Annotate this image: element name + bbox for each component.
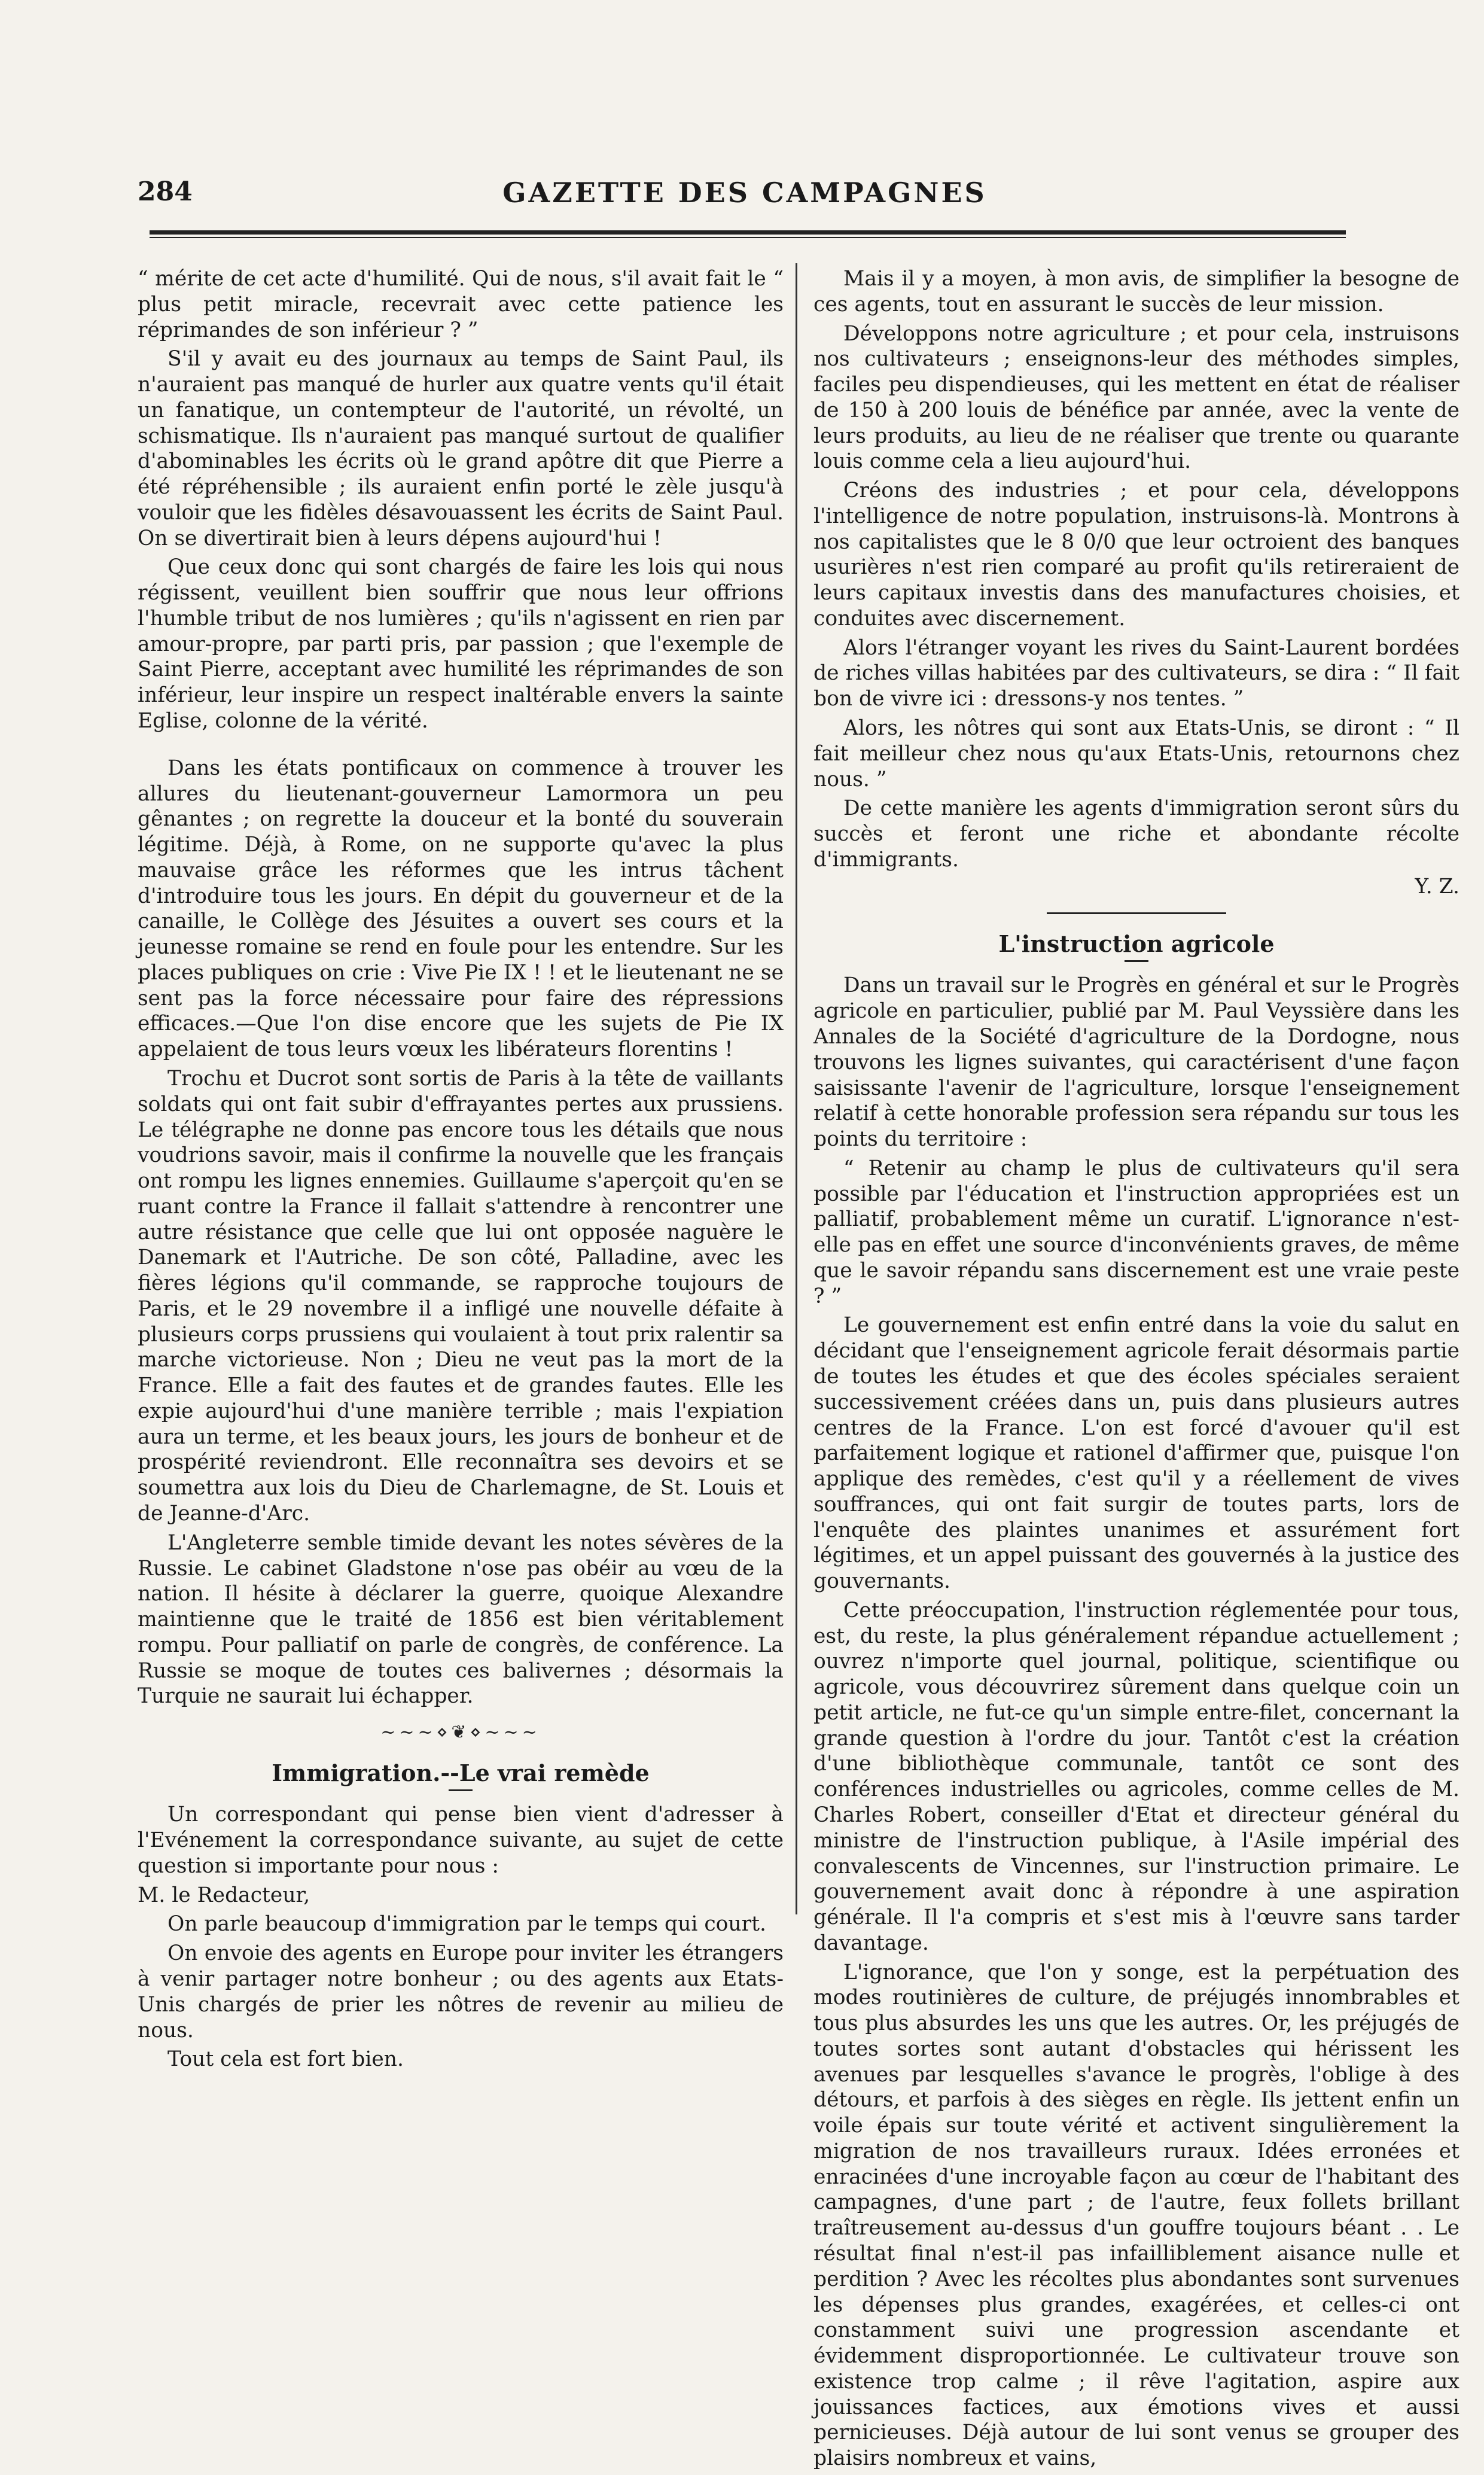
paragraph: L'ignorance, que l'on y songe, est la perpétuation des modes routinières de culture, de préjugés innombrables et tous plus absurdes les uns que les autres. Or, les préjugés de toutes sortes sont autant d'obstacles qui hérissent les avenues par lesquelles s'avance le progrès, l'oblige à des détours, et parfois à des sièges en règle. Ils jettent enfin un voile épais sur toute vérité et activent singulièrement la migration de nos travailleurs ruraux. Idées erronées et enracinées d'une incroyable façon au cœur de l'habitant des campagnes, d'une part ; de l'autre, feux follets brillant traîtreusement au-dessus d'un gouffre toujours béant . . Le résultat final n'est-il pas infailliblement aisance nulle et perdition ? Avec les récoltes plus abondantes sont survenues les dépenses plus grandes, exagérées, et celles-ci ont constamment suivi une progression ascendante et évidemment disproportionnée. Le cultivateur trouve son existence trop calme ; il rêve l'agitation, aspire aux jouissances factices, aux émotions vives et aussi pernicieuses. Déjà autour de lui sont venus se grouper des plaisirs nombreux et vains,: [813, 1960, 1459, 2471]
article-title: Immigration.--Le vrai remède: [272, 1759, 650, 1787]
title-dash: [1125, 960, 1148, 962]
signature: Y. Z.: [1415, 874, 1459, 899]
paragraph: Dans les états pontificaux on commence à trouver les allures du lieutenant-gouverneur Lamormora un peu gênantes ; on regrette la douceur et la bonté du souverain légitime. Déjà, à Rome, on ne supporte qu'avec la plus mauvaise grâce les réformes que les intrus tâchent d'introduire tous les jours. En dépit du gouverneur et de la canaille, le Collège des Jésuites a ouvert ses cours et la jeunesse romaine se rend en foule pour les entendre. Sur les places publiques on crie : Vive Pie IX ! ! et le lieutenant ne se sent pas la force nécessaire pour faire des répressions efficaces.—Que l'on dise encore que les sujets de Pie IX appelaient de tous leurs vœux les libérateurs florentins !: [138, 756, 784, 1062]
left-column: [138, 266, 784, 2076]
paragraph: On envoie des agents en Europe pour inviter les étrangers à venir partager notre bonheur ; ou des agents aux Etats-Unis chargés de prier les nôtres de revenir au milieu de nous.: [138, 1941, 784, 2042]
article-intro: Un correspondant qui pense bien vient d'adresser à l'Evénement la correspondance suivante, au sujet de cette question si importante pour nous :: [138, 1803, 784, 1878]
header-rule: [150, 230, 1346, 235]
paragraph: L'Angleterre semble timide devant les notes sévères de la Russie. Le cabinet Gladstone n'ose pas obéir au vœu de la nation. Il hésite à déclarer la guerre, quoique Alexandre maintienne que le traité de 1856 est bien véritablement rompu. Pour palliatif on parle de congrès, de conférence. La Russie se moque de toutes ces balivernes ; désormais la Turquie ne saurait lui échapper.: [138, 1530, 784, 1709]
paragraph: “ mérite de cet acte d'humilité. Qui de nous, s'il avait fait le “ plus petit miracle, recevrait avec cette patience les réprimandes de son inférieur ? ”: [138, 267, 784, 342]
column-divider: [796, 263, 797, 1914]
page-number: 284: [138, 176, 193, 207]
paragraph: Cette préoccupation, l'instruction réglementée pour tous, est, du reste, la plus généralement répandue actuellement ; ouvrez n'importe quel journal, politique, scientifique ou agricole, vous découvrirez sûrement dans quelque coin un petit article, ne fut-ce qu'un simple entre-filet, concernant la grande question à l'ordre du jour. Tantôt c'est la création d'une bibliothèque communale, tantôt ce sont des conférences industrielles ou agricoles, comme celles de M. Charles Robert, conseiller d'Etat et directeur général du ministre de l'instruction publique, à l'Asile impérial des convalescents de Vincennes, sur l'instruction primaire. Le gouvernement avait donc à répondre à une aspiration générale. Il l'a compris et s'est mis à l'œuvre sans tarder davantage.: [813, 1598, 1459, 1955]
paragraph: Mais il y a moyen, à mon avis, de simplifier la besogne de ces agents, tout en assurant le succès de leur mission.: [813, 267, 1459, 316]
paragraph: Alors l'étranger voyant les rives du Saint-Laurent bordées de riches villas habitées par des cultivateurs, se dira : “ Il fait bon de vivre ici : dressons-y nos tentes. ”: [813, 635, 1459, 711]
article-title: L'instruction agricole: [998, 930, 1275, 958]
page-header: [138, 176, 1352, 212]
paragraph: De cette manière les agents d'immigration seront sûrs du succès et feront une riche et abondante récolte d'immigrants.: [813, 796, 1459, 872]
title-dash: [449, 1789, 473, 1791]
ornament-divider: ~~~⋄❦⋄~~~: [380, 1722, 541, 1743]
newspaper-title: GAZETTE DES CAMPAGNES: [502, 176, 987, 209]
header-rule-thin: [150, 237, 1346, 238]
quotation: “ Retenir au champ le plus de cultivateurs qu'il sera possible par l'éducation et l'instruction appropriées est un palliatif, probablement même un curatif. L'ignorance n'est-elle pas en effet une source d'inconvénients graves, de même que le savoir répandu sans discernement est une vraie peste ? ”: [813, 1156, 1459, 1308]
paragraph: Que ceux donc qui sont chargés de faire les lois qui nous régissent, veuillent bien souffrir que nous leur offrions l'humble tribut de nos lumières ; qu'ils n'agissent en rien par amour-propre, par parti pris, par passion ; que l'exemple de Saint Pierre, acceptant avec humilité les réprimandes de son inférieur, leur inspire un respect inaltérable envers la sainte Eglise, colonne de la vérité.: [138, 555, 784, 733]
section-rule: [1047, 912, 1226, 914]
paragraph: Créons des industries ; et pour cela, développons l'intelligence de notre population, instruisons-là. Montrons à nos capitalistes que le 8 0/0 que leur octroient des banques usurières n'est rien comparé au profit qu'ils retireraient de leurs capitaux investis dans des manufactures choisies, et conduites avec discernement.: [813, 479, 1459, 631]
salutation: M. le Redacteur,: [138, 1883, 310, 1907]
paragraph: Alors, les nôtres qui sont aux Etats-Unis, se diront : “ Il fait meilleur chez nous qu'aux Etats-Unis, retournons chez nous. ”: [813, 716, 1459, 791]
paragraph: Développons notre agriculture ; et pour cela, instruisons nos cultivateurs ; enseignons-leur des méthodes simples, faciles peu dispendieuses, qui les mettent en état de réaliser de 150 à 200 louis de bénéfice par année, avec la vente de leurs produits, au lieu de ne réaliser que trente ou quarante louis comme cela a lieu aujourd'hui.: [813, 321, 1459, 474]
paragraph: Tout cela est fort bien.: [167, 2047, 404, 2072]
paragraph: On parle beaucoup d'immigration par le temps qui court.: [167, 1912, 766, 1937]
paragraph: Trochu et Ducrot sont sortis de Paris à la tête de vaillants soldats qui ont fait subir d'effrayantes pertes aux prussiens. Le télégraphe ne donne pas encore tous les détails que nous voudrions savoir, mais il confirme la nouvelle que les français ont rompu les lignes ennemies. Guillaume s'aperçoit qu'en se ruant contre la France il fallait s'attendre à rencontrer une autre résistance que celle que lui ont opposée naguère le Danemark et l'Autriche. De son côté, Palladine, avec les fières légions qu'il commande, se rapproche toujours de Paris, et le 29 novembre il a infligé une nouvelle défaite à plusieurs corps prussiens qui voulaient à tout prix ralentir sa marche victorieuse. Non ; Dieu ne veut pas la mort de la France. Elle a fait des fautes et de grandes fautes. Elle les expie aujourd'hui d'une manière terrible ; mais l'expiation aura un terme, et les beaux jours, les jours de bonheur et de prospérité reviendront. Elle reconnaîtra ses devoirs et se soumettra aux lois du Dieu de Charlemagne, de St. Louis et de Jeanne-d'Arc.: [138, 1066, 784, 1526]
right-column: [813, 266, 1459, 2475]
paragraph: Le gouvernement est enfin entré dans la voie du salut en décidant que l'enseignement agricole ferait désormais partie de toutes les études et que des écoles spéciales seraient successivement créées dans un, puis dans plusieurs autres centres de la France. L'on est forcé d'avouer qu'il est parfaitement logique et rationel d'affirmer que, puisque l'on applique des remèdes, c'est qu'il y a réellement de vives souffrances, qui ont fait surgir de toutes parts, lors de l'enquête des plaintes unanimes et assurément fort légitimes, et un appel puissant des gouvernés à la justice des gouvernants.: [813, 1313, 1459, 1594]
paragraph: Dans un travail sur le Progrès en général et sur le Progrès agricole en particulier, publié par M. Paul Veyssière dans les Annales de la Société d'agriculture de la Dordogne, nous trouvons les lignes suivantes, qui caractérisent d'une façon saisissante l'avenir de l'agriculture, lorsque l'enseignement relatif à cette honorable profession sera répandu sur tous les points du territoire :: [813, 973, 1459, 1152]
paragraph: S'il y avait eu des journaux au temps de Saint Paul, ils n'auraient pas manqué de hurler aux quatre vents qu'il était un fanatique, un contempteur de l'autorité, un révolté, un schismatique. Ils n'auraient pas manqué surtout de qualifier d'abominables les écrits où le grand apôtre dit que Pierre a été répréhensible ; ils auraient enfin porté le zèle jusqu'à vouloir que les fidèles désavouassent les écrits de Saint Paul. On se divertirait bien à leurs dépens aujourd'hui !: [138, 347, 784, 550]
